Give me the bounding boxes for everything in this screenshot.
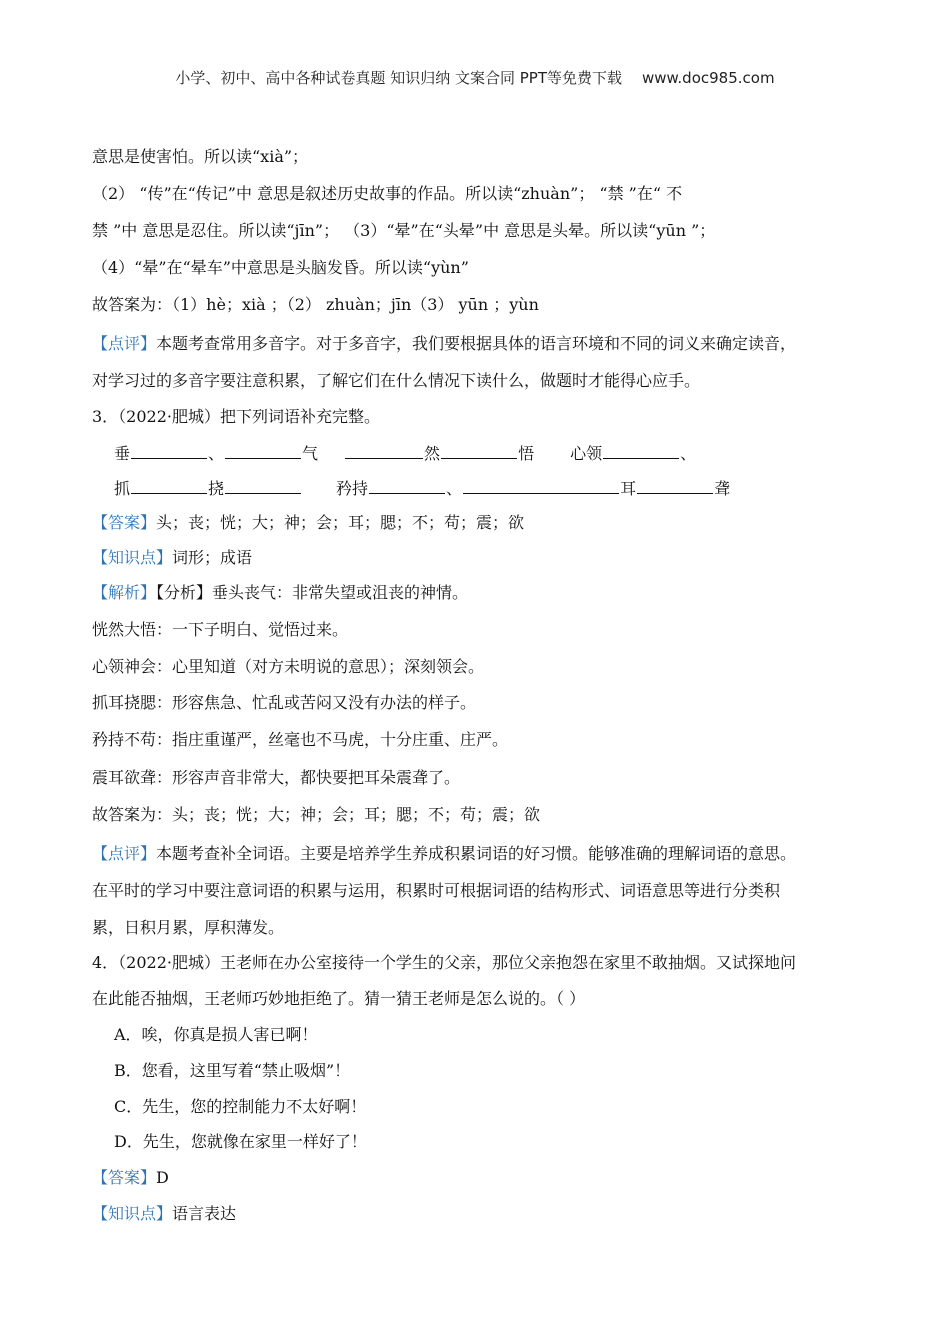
header-site-link[interactable]: www.doc985.com [641,69,775,87]
text-line: （2） “传”在“传记”中 意思是叙述历史故事的作品。所以读“zhuàn”； “禁 ”在“ 不 [92,184,683,203]
explanation-line: 心领神会：心里知道（对方未明说的意思）；深刻领会。 [92,657,485,676]
question-4-stem: 4．（2022·肥城）王老师在办公室接待一个学生的父亲，那位父亲抱怨在家里不敢抽烟。又试探地问 [92,953,796,972]
blank-field[interactable] [463,477,619,494]
header-title: 小学、初中、高中各种试卷真题 知识归纳 文案合同 PPT等免费下载 [175,69,622,87]
review-tag: 【点评】 [92,844,157,863]
answer-text: 头；丧；恍；大；神；会；耳；腮；不；苟；震；欲 [156,513,525,532]
review-text: 本题考查常用多音字。对于多音字，我们要根据具体的语言环境和不同的词义来确定读音， [156,334,797,353]
q3-review-line [92,843,862,865]
blank-field[interactable] [225,477,301,494]
word-part: 然 [424,444,441,463]
blank-field[interactable] [441,442,517,459]
knowledge-text: 词形；成语 [172,548,253,567]
word-part: 挠 [208,479,225,498]
word-part: 气 [302,444,319,463]
q3-knowledge-line [92,547,862,569]
blank-field[interactable] [369,477,445,494]
blank-field[interactable] [345,442,423,459]
q4-answer-line [92,1167,862,1189]
q3-answer-line [92,512,862,534]
text-line: 禁 ”中 意思是忍住。所以读“jīn”； （3）“晕”在“头晕”中 意思是头晕。所以读“yūn ”； [92,221,716,240]
knowledge-text: 语言表达 [172,1204,237,1223]
question-4-stem: 在此能否抽烟，王老师巧妙地拒绝了。猜一猜王老师是怎么说的。（ ） [92,989,586,1008]
word-part: 耳 [620,479,637,498]
explanation-line: 抓耳挠腮：形容焦急、忙乱或苦闷又没有办法的样子。 [92,693,477,712]
question-3-stem: 3．（2022·肥城）把下列词语补充完整。 [92,407,380,426]
explanation-line: 震耳欲聋：形容声音非常大，都快要把耳朵震聋了。 [92,768,461,787]
page-header [0,67,950,88]
final-answer-line: 故答案为：头；丧；恍；大；神；会；耳；腮；不；苟；震；欲 [92,805,541,824]
blank-field[interactable] [131,477,207,494]
word-part: 、 [680,444,697,463]
q4-knowledge-line [92,1203,862,1225]
word-part: 、 [446,479,463,498]
explanation-line: 矜持不苟：指庄重谨严，丝毫也不马虎，十分庄重、庄严。 [92,730,509,749]
knowledge-tag: 【知识点】 [92,1204,173,1223]
word-part: 聋 [714,479,731,498]
final-answer-line: 故答案为：（1）hè；xià ；（2） zhuàn；jīn（3） yūn ；yùn [92,295,539,314]
fill-blank-row-2 [114,477,862,500]
blank-field[interactable] [637,477,713,494]
option-a[interactable]: A．唉，你真是损人害已啊！ [114,1025,318,1044]
text-line: 累，日积月累，厚积薄发。 [92,918,285,937]
answer-text: D [156,1168,169,1187]
answer-tag: 【答案】 [92,1168,157,1187]
option-d[interactable]: D．先生，您就像在家里一样好了！ [114,1132,367,1151]
text-line: 在平时的学习中要注意词语的积累与运用，积累时可根据词语的结构形式、词语意思等进行分类积 [92,881,781,900]
word-part: 、 [208,444,225,463]
answer-tag: 【答案】 [92,513,157,532]
option-c[interactable]: C．先生，您的控制能力不太好啊！ [114,1097,367,1116]
text-line: 对学习过的多音字要注意积累，了解它们在什么情况下读什么，做题时才能得心应手。 [92,371,701,390]
q3-analysis-line [92,582,862,604]
blank-field[interactable] [603,442,679,459]
option-b[interactable]: B．您看，这里写着“禁止吸烟”！ [114,1061,351,1080]
blank-field[interactable] [225,442,301,459]
blank-field[interactable] [131,442,207,459]
review-text: 本题考查补全词语。主要是培养学生养成积累词语的好习惯。能够准确的理解词语的意思。 [156,844,797,863]
word-part: 垂 [114,444,131,463]
analysis-tag: 【解析】 [92,583,157,602]
text-line: 意思是使害怕。所以读“xià”； [92,147,309,166]
explanation-line: 恍然大悟：一下子明白、觉悟过来。 [92,620,349,639]
analysis-text: 【分析】垂头丧气：非常失望或沮丧的神情。 [156,583,469,602]
review-line [92,333,862,355]
word-part: 矜持 [336,479,369,498]
word-part: 抓 [114,479,131,498]
fill-blank-row-1 [114,442,862,465]
knowledge-tag: 【知识点】 [92,548,173,567]
review-tag: 【点评】 [92,334,157,353]
word-part: 心领 [570,444,603,463]
word-part: 悟 [518,444,535,463]
text-line: （4）“晕”在“晕车”中意思是头脑发昏。所以读“yùn” [92,258,469,277]
